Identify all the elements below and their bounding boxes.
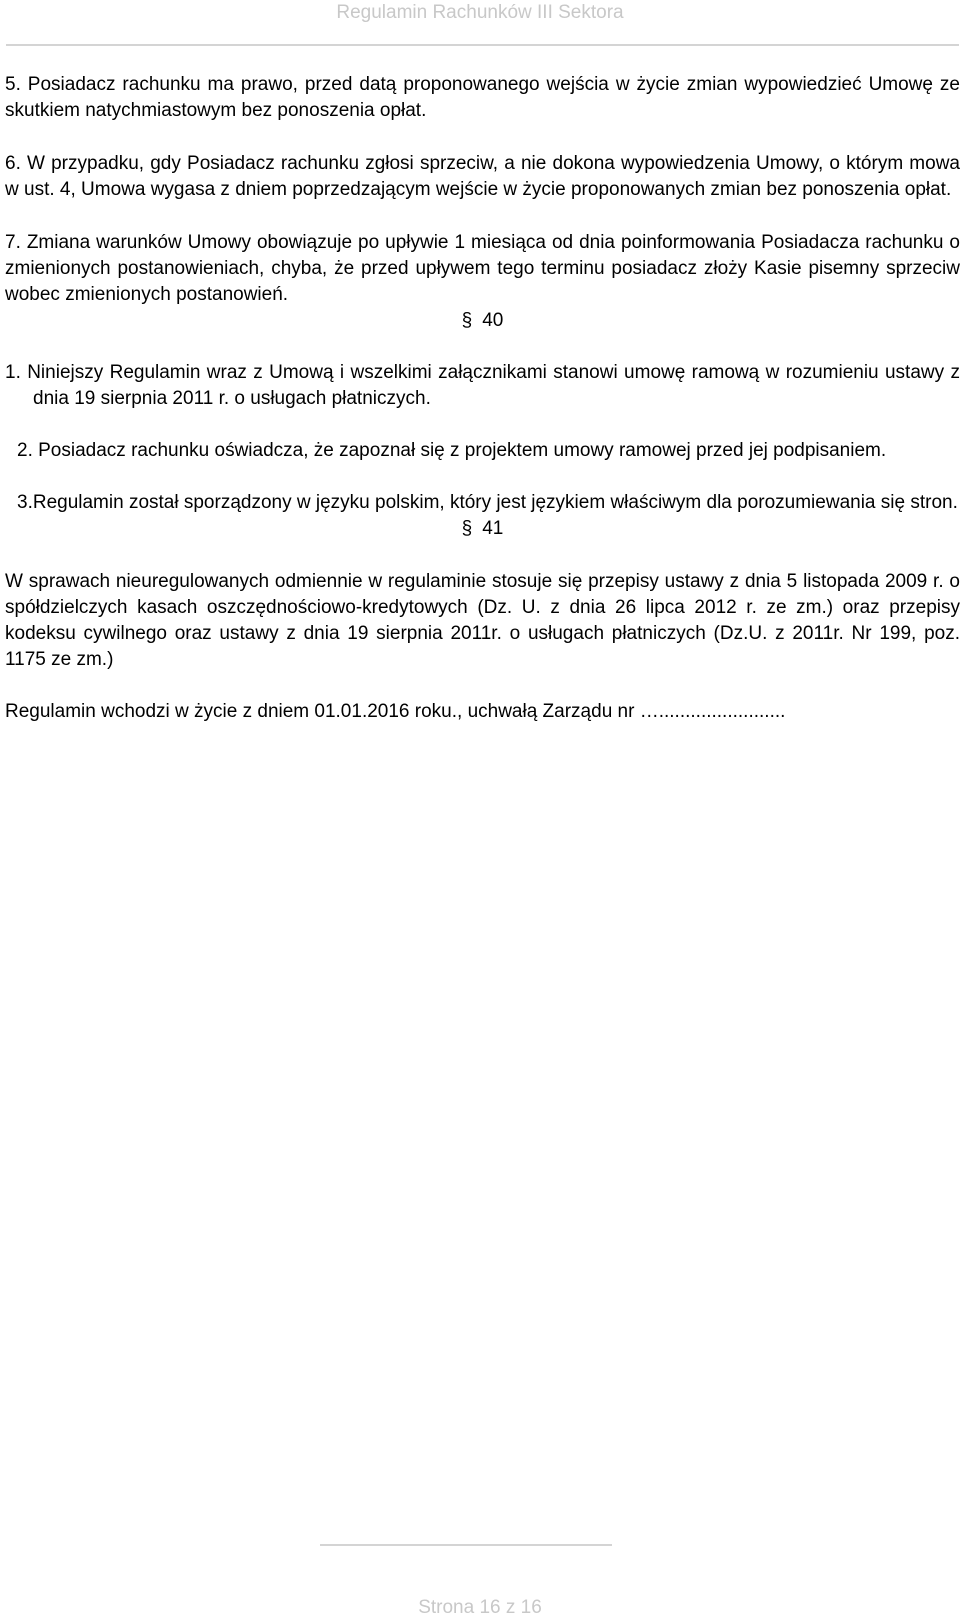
footer-divider — [320, 1544, 612, 1546]
paragraph-7: 7. Zmiana warunków Umowy obowiązuje po upływie 1 miesiąca od dnia poinformowania Posiadacza rachunku o zmienionych postanowieniach, chyba, że przed upływem tego terminu posiadacz złoży Kasie pisemny sprzeciw wobec zmienionych postanowień. — [5, 232, 960, 305]
section-40-item-2: 2. Posiadacz rachunku oświadcza, że zapoznał się z projektem umowy ramowej przed jej podpisaniem. — [17, 440, 887, 461]
paragraph-5: 5. Posiadacz rachunku ma prawo, przed datą proponowanego wejścia w życie zmian wypowiedzieć Umowę ze skutkiem natychmiastowym bez ponoszenia opłat. — [5, 74, 960, 121]
section-number: 41 — [482, 518, 504, 539]
section-40-item-1: 1. Niniejszy Regulamin wraz z Umową i wszelkimi załącznikami stanowi umowę ramową w rozumieniu ustawy z dnia 19 sierpnia 2011 r. o usługach płatniczych. — [5, 362, 960, 409]
running-header-title: Regulamin Rachunków III Sektora — [336, 2, 624, 23]
section-symbol: § — [461, 310, 473, 331]
section-number: 40 — [482, 310, 504, 331]
section-41-paragraph: W sprawach nieuregulowanych odmiennie w regulaminie stosuje się przepisy ustawy z dnia 5 listopada 2009 r. o spółdzielczych kasach oszczędnościowo-kredytowych (Dz. U. z dnia 26 lipca 2012 r. ze zm.) oraz przepisy kodeksu cywilnego oraz ustawy z dnia 19 sierpnia 2011r. o usługach płatniczych (Dz.U. z 2011r. Nr 199, poz. 1175 ze zm.) — [5, 571, 960, 670]
header-divider — [6, 44, 959, 46]
section-heading-41 — [5, 516, 960, 542]
section-symbol: § — [461, 518, 473, 539]
section-40-item-3: 3.Regulamin został sporządzony w języku polskim, który jest językiem właściwym dla porozumiewania się stron. — [17, 492, 958, 513]
document-body — [5, 72, 960, 725]
page-number-label: Strona 16 z 16 — [418, 1597, 542, 1618]
section-heading-40 — [5, 308, 960, 334]
effective-date-paragraph: Regulamin wchodzi w życie z dniem 01.01.2016 roku., uchwałą Zarządu nr …........................ — [5, 701, 786, 722]
paragraph-6: 6. W przypadku, gdy Posiadacz rachunku zgłosi sprzeciw, a nie dokona wypowiedzenia Umowy, o którym mowa w ust. 4, Umowa wygasa z dniem poprzedzającym wejście w życie proponowanych zmian bez ponoszenia opłat. — [5, 153, 960, 200]
